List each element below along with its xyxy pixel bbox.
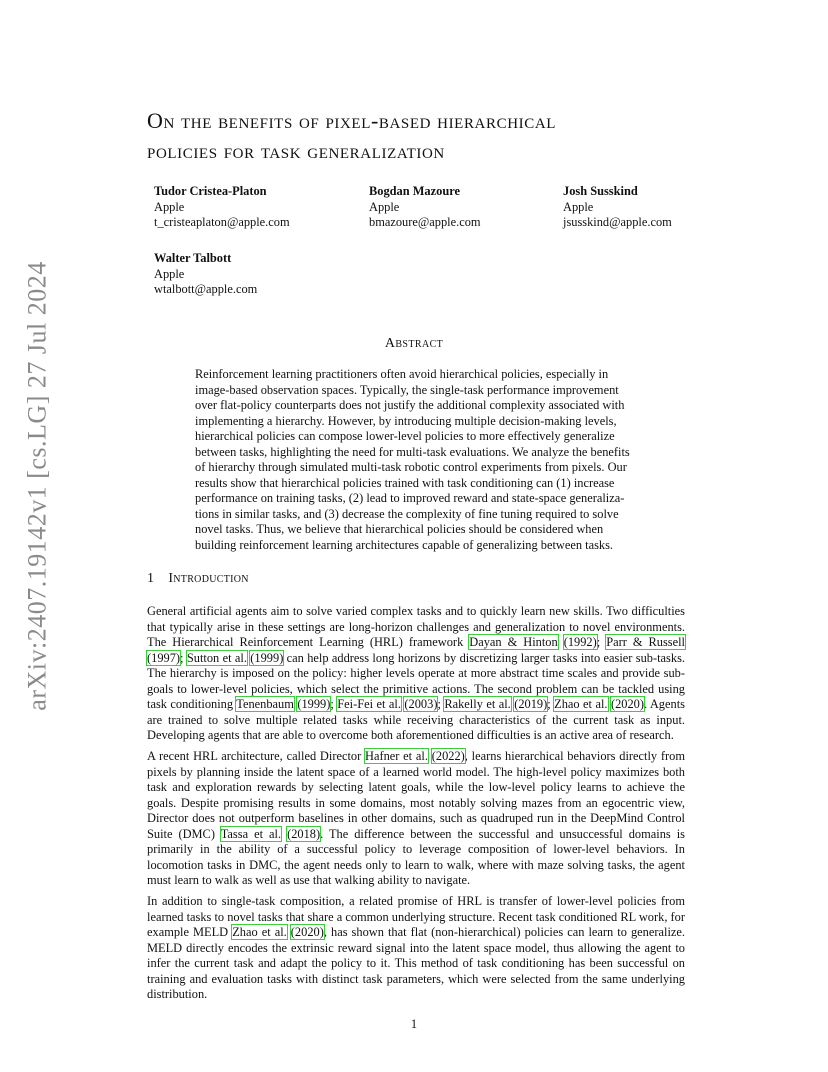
abstract-line: performance on training tasks, (2) lead to improved reward and state-space generaliza- (195, 491, 625, 505)
abstract-line: hierarchical policies can compose lower-level policies to more effectively generalize (195, 429, 615, 443)
citation-link[interactable]: (2022) (431, 749, 465, 763)
author-email[interactable]: t_cristeaplaton@apple.com (154, 215, 290, 229)
author-affiliation: Apple (154, 266, 185, 281)
author-block-4 (154, 251, 257, 298)
text-fragment: ; (547, 697, 555, 711)
text-fragment: ; (180, 650, 187, 665)
paragraph-text: In addition to single-task composition, a related promise of HRL is transfer of lower-level policies from learned tasks to novel tasks that share a common underlying structure. Recent task conditioned RL work, for example MELD (147, 894, 685, 939)
page-number: 1 (410, 1017, 418, 1031)
paragraph-text: General artificial agents aim to solve varied complex tasks and to quickly learn new skills. Two difficulties that typically arise in these settings are long-horizon challenges and generalization to novel environments. The Hierarchical Reinforcement Learning (HRL) framework (147, 604, 685, 649)
text-fragment (558, 635, 564, 649)
paragraph-text: A recent HRL architecture, called Director (147, 749, 365, 763)
author-affiliation: Apple (563, 199, 594, 214)
abstract-line: results show that hierarchical policies trained with task conditioning can (1) increase (195, 475, 615, 490)
citation-link[interactable]: Hafner et al. (365, 749, 428, 763)
citation-link[interactable]: (1999) (250, 650, 284, 665)
abstract-line: of hierarchy through simulated multi-task robotic control experiments from pixels. Our (195, 460, 627, 474)
citation-link[interactable]: Zhao et al. (554, 697, 608, 711)
paragraph-text: . The difference between the successful and unsuccessful domains is primarily in the ability of a successful policy to leverage composition of lower-level behaviors. In locomotion tasks in DMC, the agent needs only to learn to walk, where with maze solving tasks, the agent must learn to walk as well as use that walking ability to navigate. (147, 826, 685, 887)
paragraph-text: , has shown that flat (non-hierarchical) policies can learn to generalize. MELD directly encodes the extrinsic reward signal into the latent space model, thus allowing the agent to infer the current task and adapt the policy to it. This method of task conditioning has been successful on training and evaluation tasks with distinct task parameters, which were selected from the same underlying distribution. (147, 925, 685, 1001)
citation-link[interactable]: (1992) (563, 635, 597, 649)
paragraph-1 (147, 604, 685, 744)
citation-link[interactable]: Tassa et al. (220, 826, 282, 841)
author-email[interactable]: jsusskind@apple.com (563, 215, 672, 229)
arxiv-identifier-text: arXiv:2407.19142v1 [cs.LG] 27 Jul 2024 (23, 261, 52, 711)
title-line-1: On the benefits of pixel-based hierarchical (147, 108, 557, 133)
author-name: Walter Talbott (154, 251, 232, 265)
text-fragment: ; (437, 697, 445, 711)
author-block-1 (154, 184, 290, 231)
title-line-2: policies for task generalization (147, 138, 445, 163)
text-fragment: ; (330, 697, 338, 711)
author-email[interactable]: wtalbott@apple.com (154, 282, 258, 296)
section-title: Introduction (168, 571, 249, 586)
abstract-line: image-based observation spaces. Typically, the single-task performance improvement (195, 382, 619, 397)
abstract-heading: Abstract (384, 336, 444, 351)
citation-link[interactable]: Dayan & Hinton (469, 635, 558, 649)
abstract-line: over flat-policy counterparts does not justify the additional complexity associated with (195, 398, 625, 412)
author-email[interactable]: bmazoure@apple.com (369, 215, 481, 229)
author-name: Bogdan Mazoure (369, 184, 460, 198)
citation-link[interactable]: Sutton et al. (186, 650, 247, 665)
citation-link[interactable]: Zhao et al. (232, 925, 287, 939)
author-block-3 (563, 184, 672, 231)
paragraph-text: . Agents are trained to solve multiple related tasks while receiving characteristics of the current task as input. Developing agents that are able to overcome both aforementioned difficulties is an active area of research. (147, 697, 685, 742)
abstract-line: between tasks, highlighting the need for multi-task evaluations. We analyze the benefits (195, 444, 630, 459)
citation-link[interactable]: (2003) (404, 697, 438, 711)
citation-link[interactable]: (1999) (297, 697, 331, 711)
author-name: Josh Susskind (563, 184, 638, 198)
author-affiliation: Apple (154, 199, 185, 214)
paragraph-text: can help address long horizons by discretizing larger tasks into easier sub-tasks. The hierarchy is imposed on the policy: higher levels operate at more abstract time scales and provide sub-goals to lower-level policies, which select the primitive actions. The second problem can be tackled using task conditioning (147, 650, 685, 711)
paragraph-text: , learns hierarchical behaviors directly from pixels by planning inside the latent space of a learned world model. The high-level policy maximizes both task and exploration rewards by selecting latent goals, while the low-level policy learns to achieve the goals. Despite promising results in some domains, most notably solving mazes from an egocentric view, Director does not outperform baselines in other domains, such as quadruped run in the DeepMind Control Suite (DMC) (147, 749, 685, 841)
abstract-line: building reinforcement learning architectures capable of generalizing between tasks. (195, 537, 614, 552)
citation-link[interactable]: (2020) (610, 697, 644, 711)
citation-link[interactable]: (2019) (514, 697, 548, 711)
paper-title (147, 106, 692, 166)
abstract-body (195, 367, 635, 553)
citation-link[interactable]: (2020) (290, 925, 324, 939)
citation-link[interactable]: Parr & Russell (606, 635, 686, 649)
author-affiliation: Apple (369, 199, 400, 214)
introduction-body (147, 604, 685, 1008)
citation-link[interactable]: (2018) (287, 826, 321, 841)
paragraph-3 (147, 894, 685, 1003)
author-name: Tudor Cristea-Platon (154, 184, 267, 198)
author-block-2 (369, 184, 481, 231)
section-heading-introduction (147, 571, 249, 587)
section-number: 1 (147, 571, 155, 586)
abstract-line: Reinforcement learning practitioners often avoid hierarchical policies, especially in (195, 367, 609, 381)
paragraph-2 (147, 749, 685, 889)
arxiv-identifier (18, 261, 58, 711)
citation-link[interactable]: Rakelly et al. (444, 697, 511, 711)
abstract-line: tions in similar tasks, and (3) decrease the complexity of fine tuning required to solve (195, 506, 619, 521)
citation-link[interactable]: Fei-Fei et al. (337, 697, 401, 711)
citation-link[interactable]: (1997) (147, 650, 181, 665)
citation-link[interactable]: Tenenbaum (236, 697, 294, 711)
abstract-line: implementing a hierarchy. However, by introducing multiple decision-making levels, (195, 413, 617, 428)
text-fragment: ; (596, 635, 607, 649)
abstract-line: novel tasks. Thus, we believe that hierarchical policies should be considered when (195, 522, 604, 536)
